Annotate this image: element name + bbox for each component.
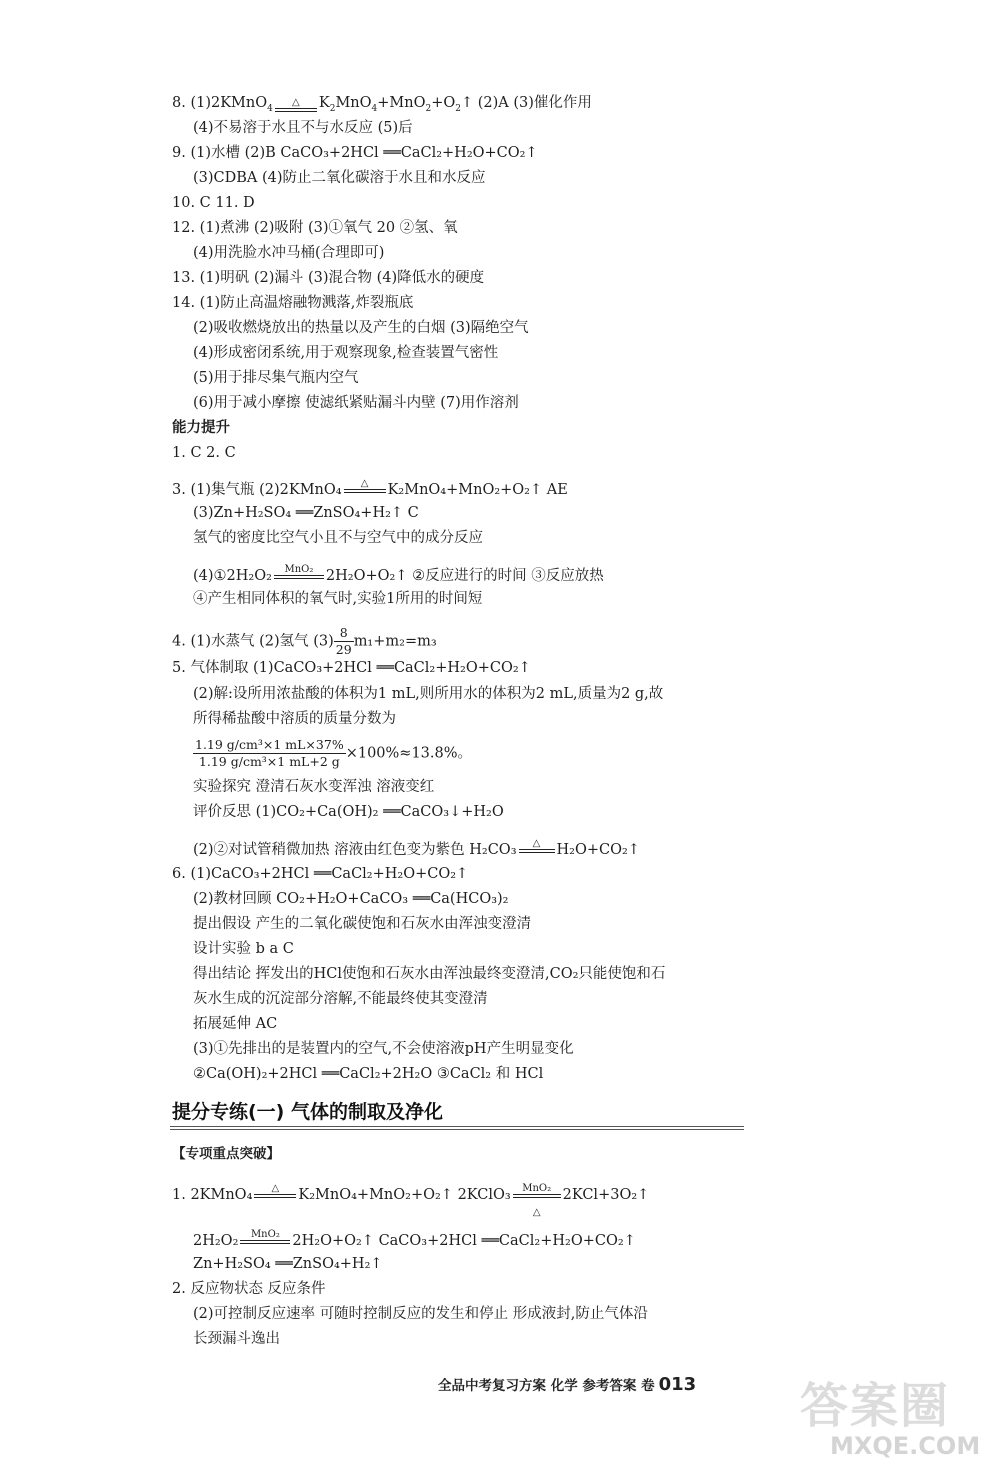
text: ×100%≈13.8%。 — [345, 745, 473, 762]
text: K₂MnO₄+MnO₂+O₂↑ 2KClO₃ — [298, 1187, 511, 1203]
text: +MnO — [377, 95, 426, 111]
watermark-logo — [800, 1380, 990, 1468]
watermark-url: MXQE.COM — [830, 1432, 981, 1460]
denominator: 29 — [335, 642, 352, 657]
answer-14-line-3: (4)形成密闭系统,用于观察现象,检查装置气密性 — [193, 345, 499, 361]
ability-answer-5-reflection-2 — [193, 838, 640, 860]
reaction-condition — [517, 838, 557, 860]
reaction-condition — [342, 478, 388, 500]
equals-bar — [275, 108, 317, 112]
text: 4. (1)水蒸气 (2)氢气 (3) — [172, 633, 334, 650]
ability-answer-5-formula — [193, 737, 472, 770]
text: 3. (1)集气瓶 (2)2KMnO₄ — [172, 482, 342, 498]
denominator: 1.19 g/cm³×1 mL+2 g — [198, 754, 340, 769]
footer-volume: 卷 — [641, 1378, 655, 1394]
ability-answer-3-line-1 — [172, 478, 568, 500]
answer-13: 13. (1)明矾 (2)漏斗 (3)混合物 (4)降低水的硬度 — [172, 270, 485, 286]
reaction-condition — [272, 564, 326, 586]
key-answer-1-line-2 — [193, 1229, 636, 1251]
section-title: 提分专练(一) 气体的制取及净化 — [172, 1101, 443, 1123]
text: K₂MnO₄+MnO₂+O₂↑ AE — [387, 482, 568, 498]
answer-14-line-2: (2)吸收燃烧放出的热量以及产生的白烟 (3)隔绝空气 — [193, 320, 529, 336]
reaction-condition — [238, 1229, 292, 1251]
heat-symbol: △ — [532, 1207, 541, 1218]
key-answer-2-line-1: 2. 反应物状态 反应条件 — [172, 1281, 326, 1297]
text: (4)①2H₂O₂ — [193, 568, 272, 584]
section-heading-ability: 能力提升 — [172, 420, 230, 436]
heat-symbol: △ — [292, 96, 300, 108]
answer-9-line-2: (3)CDBA (4)防止二氧化碳溶于水且和水反应 — [193, 170, 486, 186]
key-answer-1-line-3: Zn+H₂SO₄ ══ZnSO₄+H₂↑ — [193, 1256, 383, 1272]
text: +O — [431, 95, 456, 111]
section-rule — [170, 1126, 744, 1127]
text: 2KCl+3O₂↑ — [562, 1187, 650, 1203]
reaction-condition — [273, 97, 319, 119]
text: 2H₂O+O₂↑ CaCO₃+2HCl ══CaCl₂+H₂O+CO₂↑ — [292, 1233, 636, 1249]
watermark-text: 答案圈 — [800, 1378, 951, 1434]
ability-answer-6-line-4: 设计实验 b a C — [193, 941, 294, 957]
text: m₁+m₂=m₃ — [353, 633, 437, 650]
equals-bar — [254, 1194, 296, 1198]
key-answer-2-line-3: 长颈漏斗逸出 — [193, 1331, 280, 1347]
heat-symbol: △ — [360, 478, 369, 489]
page-footer — [438, 1374, 696, 1395]
ability-answer-4 — [172, 625, 437, 658]
ability-answer-5-line-2: (2)解:设所用浓盐酸的体积为1 mL,则所用水的体积为2 mL,质量为2 g,故 — [193, 686, 664, 702]
fraction — [193, 737, 346, 770]
heat-symbol: △ — [532, 838, 541, 849]
key-answer-1-line-1 — [172, 1183, 650, 1218]
ability-answer-6-line-9: ②Ca(OH)₂+2HCl ══CaCl₂+2H₂O ③CaCl₂ 和 HCl — [193, 1066, 544, 1082]
catalyst-label: MnO₂ — [250, 1229, 280, 1240]
ability-answer-6-line-6: 灰水生成的沉淀部分溶解,不能最终使其变澄清 — [193, 991, 488, 1007]
numerator: 1.19 g/cm³×1 mL×37% — [195, 737, 344, 752]
key-answer-2-line-2: (2)可控制反应速率 可随时控制反应的发生和停止 形成液封,防止气体沿 — [193, 1306, 648, 1322]
page-number: 013 — [658, 1374, 697, 1395]
answer-14-line-1: 14. (1)防止高温熔融物溅落,炸裂瓶底 — [172, 295, 414, 311]
fraction — [334, 625, 354, 658]
answer-14-line-4: (5)用于排尽集气瓶内空气 — [193, 370, 359, 386]
text: MnO — [335, 95, 372, 111]
ability-answer-5-reflection: 评价反思 (1)CO₂+Ca(OH)₂ ══CaCO₃↓+H₂O — [193, 804, 504, 820]
text: 2H₂O₂ — [193, 1233, 239, 1249]
equals-bar — [240, 1240, 290, 1244]
subsection-heading: 【专项重点突破】 — [172, 1146, 280, 1162]
ability-answer-5-line-3: 所得稀盐酸中溶质的质量分数为 — [193, 711, 396, 727]
ability-answer-3-line-3: 氢气的密度比空气小且不与空气中的成分反应 — [193, 530, 483, 546]
ability-answer-6-line-3: 提出假设 产生的二氧化碳使饱和石灰水由浑浊变澄清 — [193, 916, 532, 932]
text: H₂O+CO₂↑ — [556, 842, 640, 858]
heat-symbol: △ — [271, 1183, 280, 1194]
catalyst-label: MnO₂ — [522, 1183, 552, 1194]
footer-title: 全品中考复习方案 化学 参考答案 — [438, 1378, 637, 1394]
answer-10-11: 10. C 11. D — [172, 195, 255, 211]
ability-answer-6-line-1: 6. (1)CaCO₃+2HCl ══CaCl₂+H₂O+CO₂↑ — [172, 866, 469, 882]
equals-bar — [274, 575, 324, 579]
ability-answer-1-2: 1. C 2. C — [172, 445, 236, 461]
text: 1. 2KMnO₄ — [172, 1187, 253, 1203]
equals-bar — [513, 1194, 561, 1198]
ability-answer-5-experiment: 实验探究 澄清石灰水变浑浊 溶液变红 — [193, 779, 435, 795]
answer-8-line-1: 8. (1)2KMnO$_4$ △ $K_2MnO_4+MnO_2+O_2↑$ (2)A (3)催化作用 — [172, 93, 592, 119]
answer-14-line-5: (6)用于减小摩擦 使滤纸紧贴漏斗内壁 (7)用作溶剂 — [193, 395, 519, 411]
answer-9-line-1: 9. (1)水槽 (2)B CaCO₃+2HCl ══CaCl₂+H₂O+CO₂↑ — [172, 145, 538, 161]
text: ↑ (2)A (3)催化作用 — [461, 95, 592, 111]
ability-answer-3-line-4 — [193, 564, 604, 586]
catalyst-label: MnO₂ — [284, 564, 314, 575]
ability-answer-6-line-2: (2)教材回顾 CO₂+H₂O+CaCO₃ ══Ca(HCO₃)₂ — [193, 891, 509, 907]
section-rule — [170, 1129, 744, 1130]
ability-answer-3-line-5: ④产生相同体积的氧气时,实验1所用的时间短 — [193, 591, 483, 607]
ability-answer-6-line-8: (3)①先排出的是装置内的空气,不会使溶液pH产生明显变化 — [193, 1041, 574, 1057]
reaction-condition — [511, 1183, 563, 1218]
ability-answer-6-line-7: 拓展延伸 AC — [193, 1016, 278, 1032]
answer-12-line-2: (4)用洗脸水冲马桶(合理即可) — [193, 245, 385, 261]
ability-answer-3-line-2: (3)Zn+H₂SO₄ ══ZnSO₄+H₂↑ C — [193, 505, 419, 521]
ability-answer-5-line-1: 5. 气体制取 (1)CaCO₃+2HCl ══CaCl₂+H₂O+CO₂↑ — [172, 660, 531, 676]
answer-12-line-1: 12. (1)煮沸 (2)吸附 (3)①氧气 20 ②氢、氧 — [172, 220, 458, 236]
text: 2H₂O+O₂↑ ②反应进行的时间 ③反应放热 — [325, 568, 604, 584]
ability-answer-6-line-5: 得出结论 挥发出的HCl使饱和石灰水由浑浊最终变澄清,CO₂只能使饱和石 — [193, 966, 666, 982]
equals-bar — [344, 489, 386, 493]
numerator: 8 — [334, 625, 354, 642]
text: K — [318, 95, 330, 111]
answer-8-line-2: (4)不易溶于水且不与水反应 (5)后 — [193, 120, 413, 136]
text: (2)②对试管稍微加热 溶液由红色变为紫色 H₂CO₃ — [193, 842, 517, 858]
equals-bar — [519, 849, 555, 853]
reaction-condition — [252, 1183, 298, 1205]
text: 8. (1)2KMnO — [172, 95, 268, 111]
